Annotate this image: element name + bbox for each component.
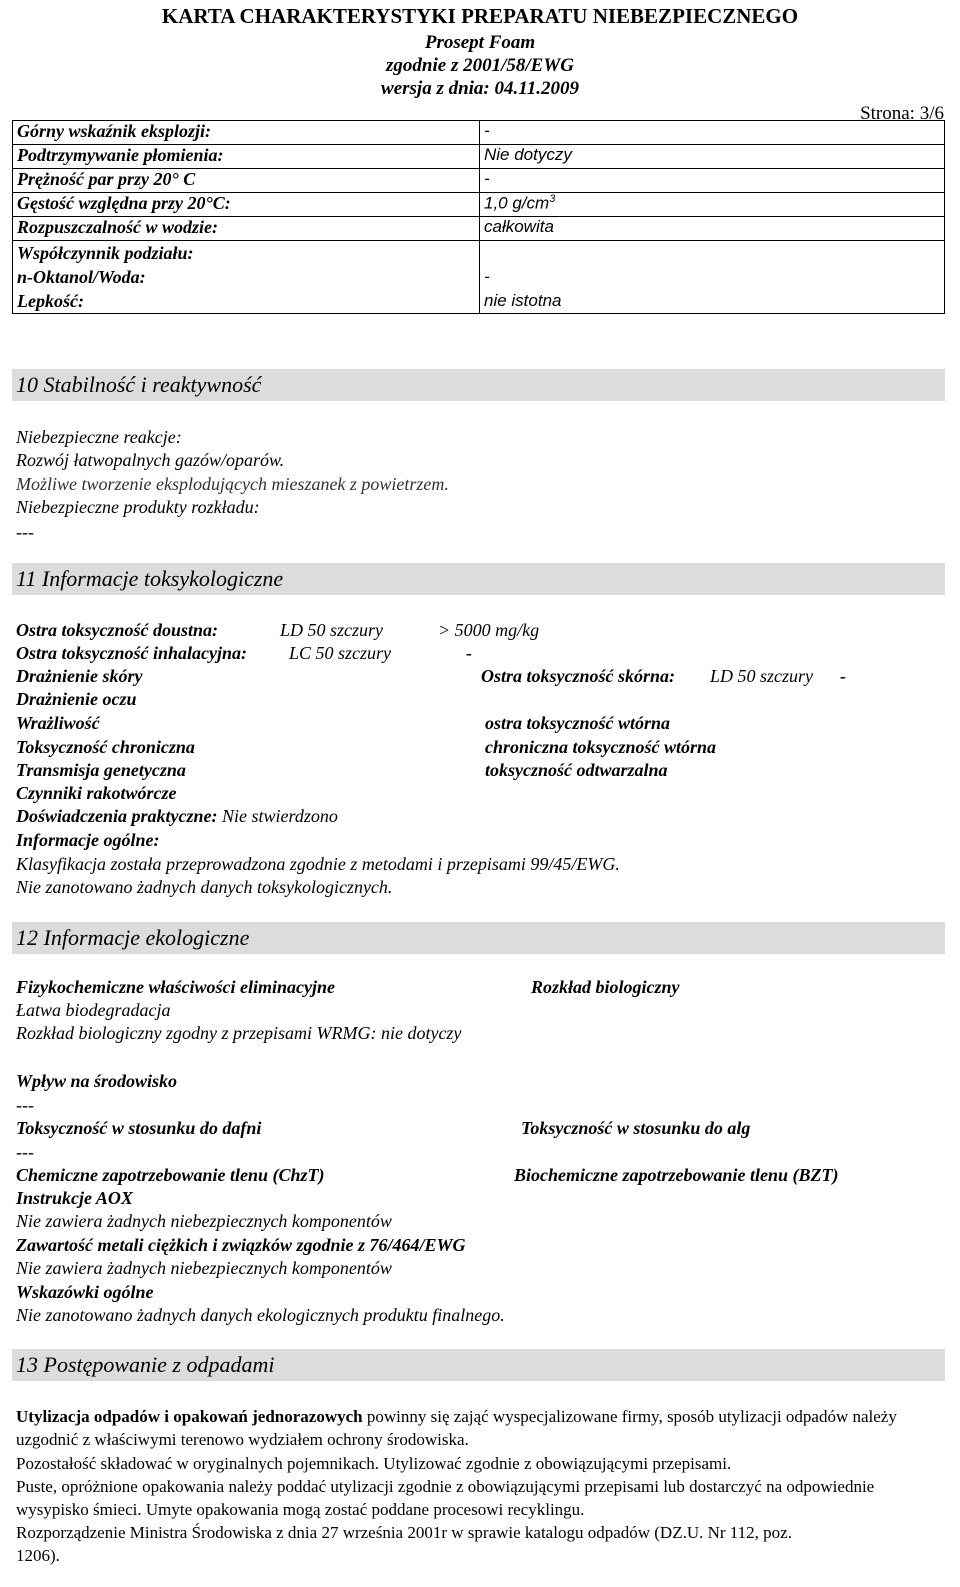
daphnia-toxicity: Toksyczność w stosunku do dafni bbox=[16, 1118, 262, 1138]
disposal-text: powinny się zająć wyspecjalizowane firmy, sposób utylizacji odpadów należy uzgodnić z właściwymi terenowo wydziałem ochrony środowiska. bbox=[16, 1407, 897, 1449]
prop-label: Prężność par przy 20° C bbox=[13, 169, 480, 193]
environment-impact: Wpływ na środowisko bbox=[16, 1071, 178, 1091]
hazardous-reactions-line2: Możliwe tworzenie eksplodujących mieszanek z powietrzem. bbox=[16, 474, 449, 494]
environment-dash: --- bbox=[16, 1095, 34, 1115]
prop-value: - bbox=[480, 121, 945, 145]
section-13-heading: 13 Postępowanie z odpadami bbox=[12, 1349, 945, 1381]
viscosity-label: Lepkość: bbox=[17, 291, 84, 311]
general-info-line1: Klasyfikacja została przeprowadzona zgodnie z metodami i przepisami 99/45/EWG. bbox=[16, 854, 620, 874]
general-info-line2: Nie zanotowano żadnych danych toksykologicznych. bbox=[16, 877, 393, 897]
cod-label: Chemiczne zapotrzebowanie tlenu (ChzT) bbox=[16, 1165, 325, 1185]
practical-experience bbox=[16, 805, 338, 827]
product-name: Prosept Foam bbox=[424, 32, 536, 53]
physchem-elimination: Fizykochemiczne właściwości eliminacyjne bbox=[16, 977, 335, 997]
bod-label: Biochemiczne zapotrzebowanie tlenu (BZT) bbox=[514, 1165, 839, 1185]
prop-label: Górny wskaźnik eksplozji: bbox=[13, 121, 480, 145]
prop-value bbox=[480, 241, 945, 314]
directive: zgodnie z 2001/58/EWG bbox=[386, 55, 574, 76]
prop-value: całkowita bbox=[480, 217, 945, 241]
reproductive-toxicity: toksyczność odtwarzalna bbox=[485, 760, 668, 780]
prop-label bbox=[13, 241, 480, 314]
eye-irritation: Drażnienie oczu bbox=[16, 689, 137, 709]
table-row bbox=[13, 169, 945, 193]
prop-label: Podtrzymywanie płomienia: bbox=[13, 145, 480, 169]
secondary-acute-toxicity: ostra toksyczność wtórna bbox=[485, 713, 671, 733]
dermal-toxicity-species: LD 50 szczury bbox=[710, 666, 814, 686]
general-notes-value: Nie zanotowano żadnych danych ekologicznych produktu finalnego. bbox=[16, 1305, 505, 1325]
octanol-label: n-Oktanol/Woda: bbox=[17, 267, 146, 287]
inhalation-toxicity-species: LC 50 szczury bbox=[289, 643, 392, 663]
partition-value: - bbox=[484, 267, 490, 286]
dermal-toxicity-value: - bbox=[840, 666, 846, 686]
properties-table bbox=[12, 120, 945, 314]
disposal-paragraph-1 bbox=[16, 1405, 940, 1451]
disposal-paragraph-3: Puste, opróżnione opakowania należy poddać utylizacji zgodnie z obowiązującymi przepisami lub dostarczyć na odpowiednie wysypisko śmieci. Umyte opakowania mogą zostać poddane procesowi recyklingu. bbox=[16, 1477, 875, 1519]
aox-value: Nie zawiera żadnych niebezpiecznych komponentów bbox=[16, 1211, 392, 1231]
section-12-heading: 12 Informacje ekologiczne bbox=[12, 922, 945, 954]
heavy-metals-label: Zawartość metali ciężkich i związków zgodnie z 76/464/EWG bbox=[16, 1235, 466, 1255]
viscosity-value: nie istotna bbox=[484, 291, 562, 310]
disposal-paragraph-2: Pozostałość składować w oryginalnych pojemnikach. Utylizować zgodnie z obowiązującymi przepisami. bbox=[16, 1454, 732, 1473]
daphnia-dash: --- bbox=[16, 1142, 34, 1162]
table-row bbox=[13, 193, 945, 217]
table-row bbox=[13, 241, 945, 314]
genetic-transmission: Transmisja genetyczna bbox=[16, 760, 186, 780]
oral-toxicity-species: LD 50 szczury bbox=[280, 620, 384, 640]
density-exponent: 3 bbox=[549, 193, 556, 205]
table-row bbox=[13, 145, 945, 169]
decomposition-label: Niebezpieczne produkty rozkładu: bbox=[16, 497, 260, 517]
general-notes-label: Wskazówki ogólne bbox=[16, 1282, 154, 1302]
hazardous-reactions-line1: Rozwój łatwopalnych gazów/oparów. bbox=[16, 450, 285, 470]
chronic-toxicity: Toksyczność chroniczna bbox=[16, 737, 195, 757]
decomposition-value: --- bbox=[16, 522, 34, 542]
partition-label: Współczynnik podziału: bbox=[17, 243, 194, 263]
table-row bbox=[13, 121, 945, 145]
aox-label: Instrukcje AOX bbox=[16, 1188, 133, 1208]
practical-experience-label: Doświadczenia praktyczne: bbox=[16, 806, 218, 826]
secondary-chronic-toxicity: chroniczna toksyczność wtórna bbox=[485, 737, 717, 757]
hazardous-reactions-label: Niebezpieczne reakcje: bbox=[16, 427, 182, 447]
section-10-heading: 10 Stabilność i reaktywność bbox=[12, 369, 945, 401]
oral-toxicity-value: > 5000 mg/kg bbox=[438, 620, 540, 640]
document-title: KARTA CHARAKTERYSTYKI PREPARATU NIEBEZPIECZNEGO bbox=[161, 4, 799, 28]
disposal-bold-lead: Utylizacja odpadów i opakowań jednorazowych bbox=[16, 1407, 363, 1426]
inhalation-toxicity-value: - bbox=[466, 643, 472, 663]
version-date: wersja z dnia: 04.11.2009 bbox=[381, 78, 579, 99]
prop-value: - bbox=[480, 169, 945, 193]
disposal-paragraph-4: Rozporządzenie Ministra Środowiska z dnia 27 września 2001r w sprawie katalogu odpadów (DZ.U. Nr 112, poz. 1206). bbox=[16, 1523, 792, 1565]
heavy-metals-value: Nie zawiera żadnych niebezpiecznych komponentów bbox=[16, 1258, 392, 1278]
biodegradation-label: Rozkład biologiczny bbox=[531, 977, 680, 997]
table-row bbox=[13, 217, 945, 241]
prop-value: Nie dotyczy bbox=[480, 145, 945, 169]
density-value: 1,0 g/cm bbox=[484, 193, 550, 213]
sensitization: Wrażliwość bbox=[16, 713, 100, 733]
prop-label: Gęstość względna przy 20°C: bbox=[13, 193, 480, 217]
biodegradation-value: Łatwa biodegradacja bbox=[16, 1000, 171, 1020]
oral-toxicity-label: Ostra toksyczność doustna: bbox=[16, 620, 219, 640]
dermal-toxicity-label: Ostra toksyczność skórna: bbox=[481, 666, 676, 686]
general-info-label: Informacje ogólne: bbox=[16, 830, 160, 850]
prop-value bbox=[480, 193, 945, 217]
skin-irritation: Drażnienie skóry bbox=[16, 666, 143, 686]
wrmg-note: Rozkład biologiczny zgodny z przepisami WRMG: nie dotyczy bbox=[16, 1023, 462, 1043]
algae-toxicity: Toksyczność w stosunku do alg bbox=[521, 1118, 751, 1138]
inhalation-toxicity-label: Ostra toksyczność inhalacyjna: bbox=[16, 643, 248, 663]
page-number: Strona: 3/6 bbox=[860, 103, 944, 124]
prop-label: Rozpuszczalność w wodzie: bbox=[13, 217, 480, 241]
carcinogens: Czynniki rakotwórcze bbox=[16, 783, 177, 803]
practical-experience-value: Nie stwierdzono bbox=[222, 806, 338, 826]
section-11-heading: 11 Informacje toksykologiczne bbox=[12, 563, 945, 595]
